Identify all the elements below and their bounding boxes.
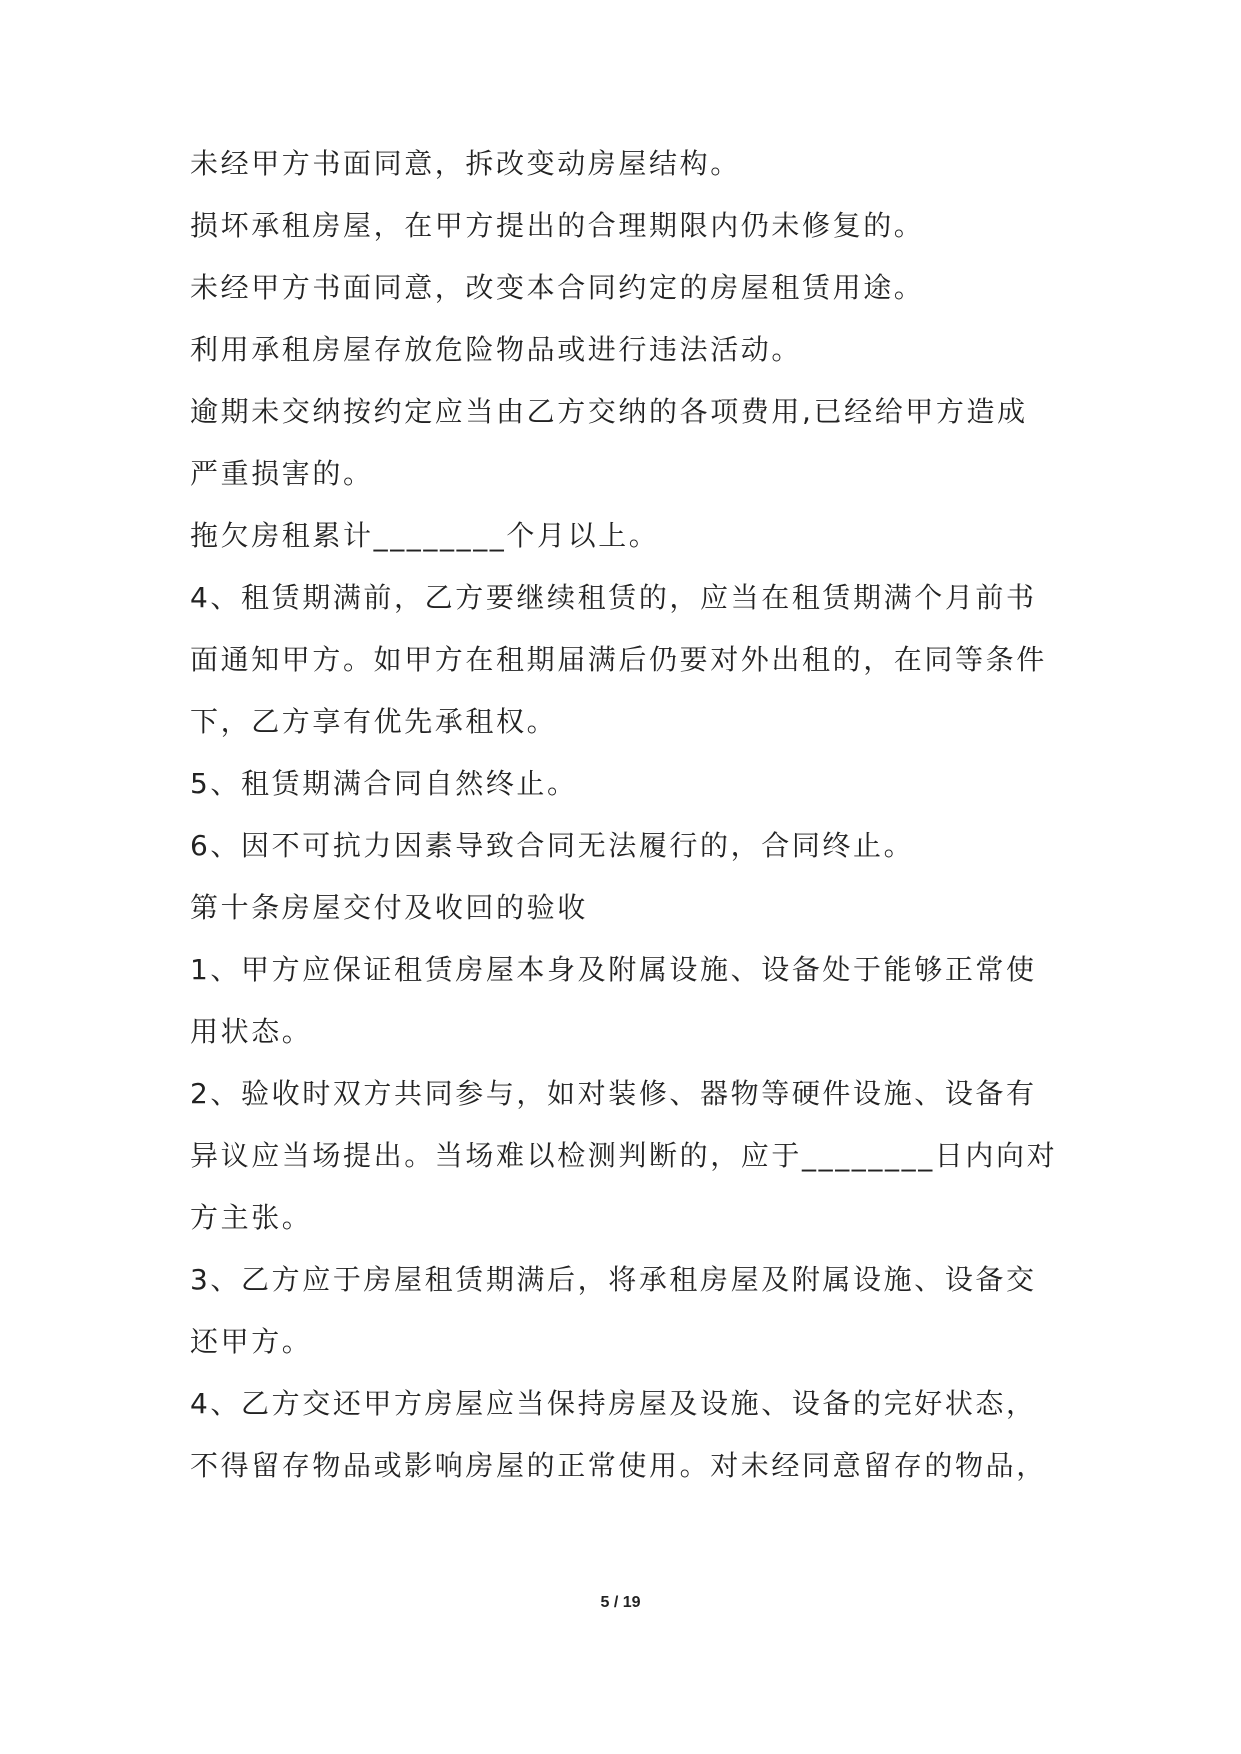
text-line: 3、乙方应于房屋租赁期满后，将承租房屋及附属设施、设备交 bbox=[190, 1263, 1037, 1296]
text-line: 未经甲方书面同意，拆改变动房屋结构。 bbox=[190, 147, 741, 180]
text-line: 还甲方。 bbox=[190, 1325, 313, 1358]
text-line: 未经甲方书面同意，改变本合同约定的房屋租赁用途。 bbox=[190, 271, 925, 304]
text-line: 4、租赁期满前，乙方要继续租赁的，应当在租赁期满个月前书 bbox=[190, 581, 1037, 614]
section-heading: 第十条房屋交付及收回的验收 bbox=[190, 891, 588, 924]
text-line: 6、因不可抗力因素导致合同无法履行的，合同终止。 bbox=[190, 829, 915, 862]
text-line: 2、验收时双方共同参与，如对装修、器物等硬件设施、设备有 bbox=[190, 1077, 1037, 1110]
text-line: 4、乙方交还甲方房屋应当保持房屋及设施、设备的完好状态， bbox=[190, 1387, 1037, 1420]
text-line: 用状态。 bbox=[190, 1015, 313, 1048]
text-line: 下，乙方享有优先承租权。 bbox=[190, 705, 558, 738]
text-line: 异议应当场提出。当场难以检测判断的，应于________日内向对 bbox=[190, 1139, 1058, 1172]
text-line: 拖欠房租累计________个月以上。 bbox=[190, 519, 660, 552]
text-line: 损坏承租房屋，在甲方提出的合理期限内仍未修复的。 bbox=[190, 209, 925, 242]
text-line: 面通知甲方。如甲方在租期届满后仍要对外出租的，在同等条件 bbox=[190, 643, 1047, 676]
text-line: 利用承租房屋存放危险物品或进行违法活动。 bbox=[190, 333, 803, 366]
text-line: 不得留存物品或影响房屋的正常使用。对未经同意留存的物品， bbox=[190, 1449, 1047, 1482]
text-line: 方主张。 bbox=[190, 1201, 313, 1234]
text-line: 1、甲方应保证租赁房屋本身及附属设施、设备处于能够正常使 bbox=[190, 953, 1037, 986]
page-number: 5 / 19 bbox=[600, 1594, 641, 1611]
text-line: 严重损害的。 bbox=[190, 457, 374, 490]
text-line: 逾期未交纳按约定应当由乙方交纳的各项费用,已经给甲方造成 bbox=[190, 395, 1028, 428]
text-line: 5、租赁期满合同自然终止。 bbox=[190, 767, 578, 800]
